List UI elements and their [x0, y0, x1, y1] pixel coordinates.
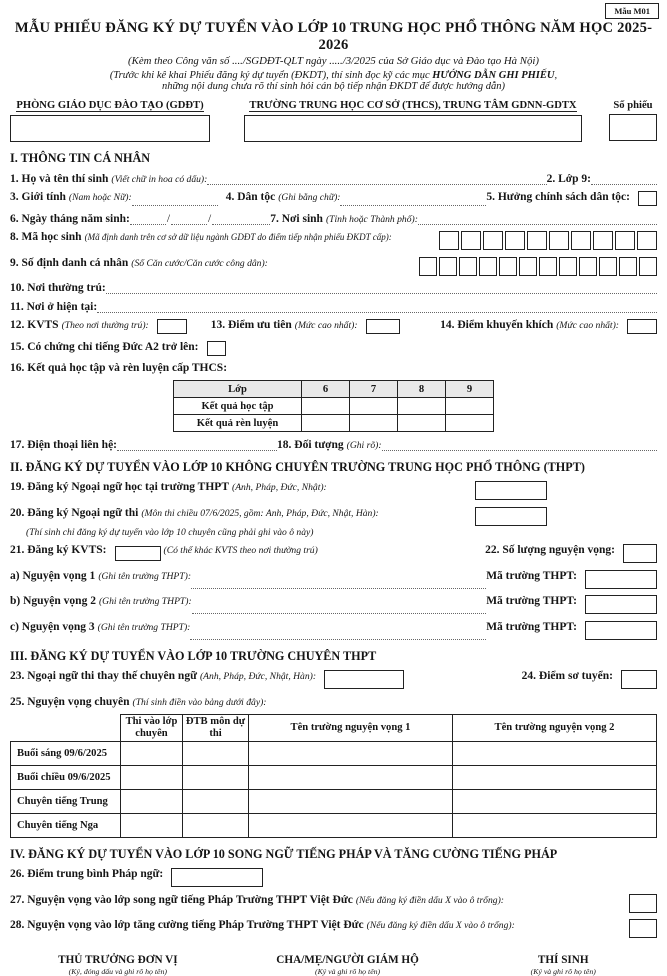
fullname-input-line[interactable] [207, 182, 546, 185]
table-header-row: Lớp 6 7 8 9 [174, 381, 494, 398]
org-header-row [10, 100, 657, 142]
char-box[interactable] [505, 231, 525, 250]
wish1-code-label: Mã trường THPT: [486, 569, 577, 582]
char-box[interactable] [479, 257, 497, 276]
table-row: Chuyên tiếng Trung [11, 789, 657, 813]
french-intensive-checkbox[interactable] [629, 919, 657, 938]
bonus-points-hint: (Mức cao nhất): [556, 320, 619, 331]
char-box[interactable] [619, 257, 637, 276]
char-box[interactable] [571, 231, 591, 250]
char-box[interactable] [499, 257, 517, 276]
sheet-number-box[interactable] [609, 114, 657, 141]
signature-block-candidate: THÍ SINH (Ký và ghi rõ họ tên) [530, 954, 596, 976]
chinese-school2-cell[interactable] [453, 789, 657, 813]
foreign-lang-exam-label: 20. Đăng ký Ngoại ngữ thi [10, 506, 139, 519]
wish2-label: b) Nguyện vọng 2 [10, 595, 96, 607]
wish3-row [10, 621, 657, 640]
birthplace-input-line[interactable] [418, 222, 657, 225]
char-box[interactable] [459, 257, 477, 276]
wish3-label: c) Nguyện vọng 3 [10, 620, 95, 633]
conduct-grade7-cell[interactable] [350, 415, 398, 432]
studentcode-label: 8. Mã học sinh [10, 231, 82, 243]
table-row: Kết quả học tập [174, 398, 494, 415]
char-box[interactable] [593, 231, 613, 250]
thcs-results-label: 16. Kết quả học tập và rèn luyện cấp THCS: [10, 362, 228, 374]
afternoon-school2-cell[interactable] [453, 765, 657, 789]
field-specialized-wish-row [10, 696, 657, 708]
field-permanent-address-row [10, 282, 657, 294]
conduct-grade9-cell[interactable] [446, 415, 494, 432]
birthplace-label: 7. Nơi sinh [270, 212, 323, 225]
russian-avg-cell[interactable] [183, 813, 249, 837]
gender-label: 3. Giới tính [10, 191, 66, 203]
field-fullname-row [10, 173, 657, 185]
form-code-badge: Mẫu M01 [605, 3, 659, 19]
academic-grade6-cell[interactable] [302, 398, 350, 415]
table-row: Buổi sáng 09/6/2025 [11, 741, 657, 765]
current-address-label: 11. Nơi ở hiện tại: [10, 300, 98, 313]
bonus-points-label: 14. Điểm khuyến khích [440, 319, 554, 331]
subject-type-line[interactable] [382, 448, 657, 451]
kvts-label: 12. KVTS [10, 319, 59, 331]
char-box[interactable] [483, 231, 503, 250]
chinese-school1-cell[interactable] [249, 789, 453, 813]
table-header-row: Thi vào lớp chuyên ĐTB môn dự thi Tên trường nguyện vọng 1 Tên trường nguyện vọng 2 [11, 714, 657, 741]
ethnic-policy-label: 5. Hưởng chính sách dân tộc: [486, 191, 630, 203]
birthplace-hint: (Tỉnh hoặc Thành phố): [325, 213, 418, 225]
wish1-row [10, 570, 657, 589]
phone-input-line[interactable] [117, 448, 277, 451]
field-french-bilingual-row [10, 894, 657, 913]
phone-label: 17. Điện thoại liên hệ: [10, 438, 118, 451]
ethnicity-input-line[interactable] [340, 203, 486, 206]
dept-input-box[interactable] [10, 115, 210, 142]
preliminary-score-label: 24. Điểm sơ tuyển: [521, 670, 613, 682]
wish3-school-line[interactable] [190, 637, 486, 640]
foreign-lang-study-label: 19. Đăng ký Ngoại ngữ học tại trường THPT [10, 481, 229, 493]
grade-column-header: Lớp [174, 381, 302, 398]
foreign-lang-exam-box[interactable] [475, 507, 547, 526]
kvts-box[interactable] [157, 319, 187, 334]
field-german-cert-row [10, 341, 657, 356]
morning-exam-cell[interactable] [121, 741, 183, 765]
wish2-row [10, 595, 657, 614]
permanent-address-line[interactable] [106, 291, 657, 294]
morning-school1-cell[interactable] [249, 741, 453, 765]
german-cert-checkbox[interactable] [207, 341, 226, 356]
section2-title: II. ĐĂNG KÝ DỰ TUYỂN VÀO LỚP 10 KHÔNG CHUYÊN TRƯỜNG TRUNG HỌC PHỔ THÔNG (THPT) [10, 459, 585, 474]
char-box[interactable] [615, 231, 635, 250]
afternoon-exam-cell[interactable] [121, 765, 183, 789]
kvts-hint: (Theo nơi thường trú): [61, 320, 149, 331]
kvts-register-box[interactable] [115, 546, 161, 561]
substitute-lang-hint: (Anh, Pháp, Đức, Nhật, Hàn): [199, 671, 317, 682]
morning-avg-cell[interactable] [183, 741, 249, 765]
foreign-lang-study-box[interactable] [475, 481, 547, 500]
wish3-code-box[interactable] [585, 621, 657, 640]
field-kvts-register-row [10, 544, 657, 563]
signature-block-guardian: CHA/MẸ/NGƯỜI GIÁM HỘ (Ký và ghi rõ họ tên) [276, 954, 419, 976]
birth-month-line[interactable] [171, 222, 207, 225]
birth-day-line[interactable] [130, 222, 166, 225]
section1-title: I. THÔNG TIN CÁ NHÂN [10, 151, 151, 165]
field-gender-row [10, 191, 657, 206]
sheet-number-label: Số phiếu [613, 100, 653, 111]
wish1-hint: (Ghi tên trường THPT): [98, 570, 192, 582]
wish-count-box[interactable] [623, 544, 657, 563]
field-thcs-results-row [10, 362, 657, 374]
form-subtitle: (Kèm theo Công văn số ..../SGDĐT-QLT ngày ...../3/2025 của Sở Giáo dục và Đào tạo Hà Nội) [128, 55, 539, 67]
french-bilingual-checkbox[interactable] [629, 894, 657, 913]
gender-hint: (Nam hoặc Nữ): [68, 192, 132, 203]
russian-school1-cell[interactable] [249, 813, 453, 837]
idnumber-hint: (Số Căn cước/Căn cước công dân): [131, 257, 268, 269]
char-box[interactable] [599, 257, 617, 276]
form-note-line2: những nội dung chưa rõ thí sinh hỏi cán bộ tiếp nhận ĐKDT để được hướng dẫn) [161, 81, 506, 92]
char-box[interactable] [439, 231, 459, 250]
char-box[interactable] [637, 231, 657, 250]
idnumber-boxes[interactable] [419, 257, 657, 276]
foreign-lang-exam-hint: (Môn thi chiều 07/6/2025, gồm: Anh, Pháp, Đức, Nhật, Hàn): [141, 507, 379, 519]
ethnic-policy-checkbox[interactable] [638, 191, 657, 206]
school-label: TRƯỜNG TRUNG HỌC CƠ SỞ (THCS), TRUNG TÂM GDNN-GDTX [249, 100, 577, 111]
school-input-box[interactable] [244, 115, 582, 142]
substitute-lang-label: 23. Ngoại ngữ thi thay thế chuyên ngữ [10, 670, 197, 682]
priority-points-box[interactable] [366, 319, 400, 334]
gender-input-line[interactable] [132, 203, 218, 206]
wish2-hint: (Ghi tên trường THPT): [98, 596, 192, 607]
morning-school2-cell[interactable] [453, 741, 657, 765]
char-box[interactable] [549, 231, 569, 250]
specialized-wish-label: 25. Nguyện vọng chuyên [10, 695, 130, 708]
academic-grade9-cell[interactable] [446, 398, 494, 415]
char-box[interactable] [539, 257, 557, 276]
field-idnumber-row [10, 257, 657, 276]
wish1-school-line[interactable] [191, 586, 486, 589]
french-avg-label: 26. Điểm trung bình Pháp ngữ: [10, 868, 164, 881]
field-french-avg-row [10, 868, 657, 887]
char-box[interactable] [461, 231, 481, 250]
wish1-code-box[interactable] [585, 570, 657, 589]
french-intensive-label: 28. Nguyện vọng vào lớp tăng cường tiếng Pháp Trường THPT Việt Đức [10, 919, 364, 932]
thcs-results-table [173, 380, 494, 432]
field-birthdate-row: 6. Ngày tháng năm sinh: / / 7. Nơi sinh (Tỉnh hoặc Thành phố): [10, 213, 657, 225]
studentcode-hint: (Mã định danh trên cơ sở dữ liệu ngành GDĐT do điểm tiếp nhận phiếu ĐKDT cấp): [84, 232, 392, 242]
field-french-intensive-row [10, 919, 657, 938]
chinese-exam-cell[interactable] [121, 789, 183, 813]
table-row: Kết quả rèn luyện [174, 415, 494, 432]
field-phone-row [10, 439, 657, 451]
form-note-line1: (Trước khi kê khai Phiếu đăng ký dự tuyển (ĐKDT), thí sinh đọc kỹ các mục HƯỚNG DẪN GHI PHIẾU, [109, 70, 558, 81]
bonus-points-box[interactable] [627, 319, 657, 334]
afternoon-avg-cell[interactable] [183, 765, 249, 789]
foreign-lang-study-hint: (Anh, Pháp, Đức, Nhật): [232, 482, 327, 493]
wish3-code-label: Mã trường THPT: [486, 620, 577, 633]
char-box[interactable] [439, 257, 457, 276]
table-row: Chuyên tiếng Nga [11, 813, 657, 837]
wish1-label: a) Nguyện vọng 1 [10, 569, 96, 582]
chinese-avg-cell[interactable] [183, 789, 249, 813]
section4-title: IV. ĐĂNG KÝ DỰ TUYỂN VÀO LỚP 10 SONG NGỮ TIẾNG PHÁP VÀ TĂNG CƯỜNG TIẾNG PHÁP [10, 846, 558, 861]
birthdate-label: 6. Ngày tháng năm sinh: [10, 212, 130, 225]
current-address-line[interactable] [97, 310, 657, 313]
birth-year-line[interactable] [212, 222, 270, 225]
studentcode-boxes[interactable] [439, 231, 657, 250]
field-substitute-lang-row [10, 670, 657, 689]
field-studentcode-row [10, 231, 657, 250]
kvts-register-label: 21. Đăng ký KVTS: [10, 544, 107, 556]
french-intensive-hint: (Nếu đăng ký điền dấu X vào ô trống): [366, 920, 515, 932]
academic-grade8-cell[interactable] [398, 398, 446, 415]
field-kvts-points-row [10, 319, 657, 334]
french-avg-box[interactable] [171, 868, 263, 887]
priority-points-hint: (Mức cao nhất): [294, 320, 358, 331]
fullname-hint: (Viết chữ in hoa có dấu): [111, 173, 208, 185]
academic-grade7-cell[interactable] [350, 398, 398, 415]
char-box[interactable] [527, 231, 547, 250]
ethnicity-hint: (Ghi bằng chữ): [278, 192, 341, 203]
form-title: MẪU PHIẾU ĐĂNG KÝ DỰ TUYỂN VÀO LỚP 10 TRUNG HỌC PHỔ THÔNG NĂM HỌC 2025-2026 [14, 20, 653, 53]
conduct-grade6-cell[interactable] [302, 415, 350, 432]
conduct-grade8-cell[interactable] [398, 415, 446, 432]
section3-title: III. ĐĂNG KÝ DỰ TUYỂN VÀO LỚP 10 TRƯỜNG CHUYÊN THPT [10, 648, 377, 663]
field-current-address-row [10, 301, 657, 313]
foreign-lang-exam-note: (Thí sinh chỉ đăng ký dự tuyển vào lớp 10 chuyên cũng phải ghi vào ô này) [26, 526, 314, 538]
russian-exam-cell[interactable] [121, 813, 183, 837]
french-bilingual-hint: (Nếu đăng ký điền dấu X vào ô trống): [355, 894, 504, 906]
signature-footer [10, 954, 657, 976]
priority-points-label: 13. Điểm ưu tiên [210, 319, 292, 331]
wish2-code-box[interactable] [585, 595, 657, 614]
kvts-register-hint: (Có thể khác KVTS theo nơi thường trú) [163, 545, 318, 556]
fullname-label: 1. Họ và tên thí sinh [10, 172, 109, 185]
german-cert-label: 15. Có chứng chỉ tiếng Đức A2 trở lên: [10, 340, 199, 353]
permanent-address-label: 10. Nơi thường trú: [10, 282, 106, 294]
specialized-wish-table [10, 714, 657, 838]
grade9-label: 2. Lớp 9: [546, 172, 591, 185]
wish3-hint: (Ghi tên trường THPT): [97, 621, 191, 633]
subject-type-hint: (Ghi rõ): [346, 439, 382, 451]
grade9-input-line[interactable] [591, 182, 657, 185]
char-box[interactable] [559, 257, 577, 276]
ethnicity-label: 4. Dân tộc [225, 191, 276, 203]
signature-block-unit-head: THỦ TRƯỞNG ĐƠN VỊ (Ký, đóng dấu và ghi rõ họ tên) [58, 954, 178, 976]
wish2-code-label: Mã trường THPT: [486, 595, 577, 607]
substitute-lang-box[interactable] [324, 670, 404, 689]
preliminary-score-box[interactable] [621, 670, 657, 689]
char-box[interactable] [639, 257, 657, 276]
table-row: Buổi chiều 09/6/2025 [11, 765, 657, 789]
french-bilingual-label: 27. Nguyện vọng vào lớp song ngữ tiếng Pháp Trường THPT Việt Đức [10, 893, 353, 906]
dept-label: PHÒNG GIÁO DỤC ĐÀO TẠO (GDĐT) [16, 100, 204, 111]
afternoon-school1-cell[interactable] [249, 765, 453, 789]
char-box[interactable] [419, 257, 437, 276]
field-foreign-lang-study-row [10, 481, 657, 500]
russian-school2-cell[interactable] [453, 813, 657, 837]
specialized-wish-hint: (Thí sinh điền vào bảng dưới đây): [132, 696, 267, 708]
idnumber-label: 9. Số định danh cá nhân [10, 256, 129, 269]
wish2-school-line[interactable] [192, 611, 487, 614]
char-box[interactable] [579, 257, 597, 276]
char-box[interactable] [519, 257, 537, 276]
field-foreign-lang-exam-row [10, 507, 657, 526]
wish-count-label: 22. Số lượng nguyện vọng: [485, 544, 615, 556]
subject-type-label: 18. Đối tượng [277, 438, 344, 451]
